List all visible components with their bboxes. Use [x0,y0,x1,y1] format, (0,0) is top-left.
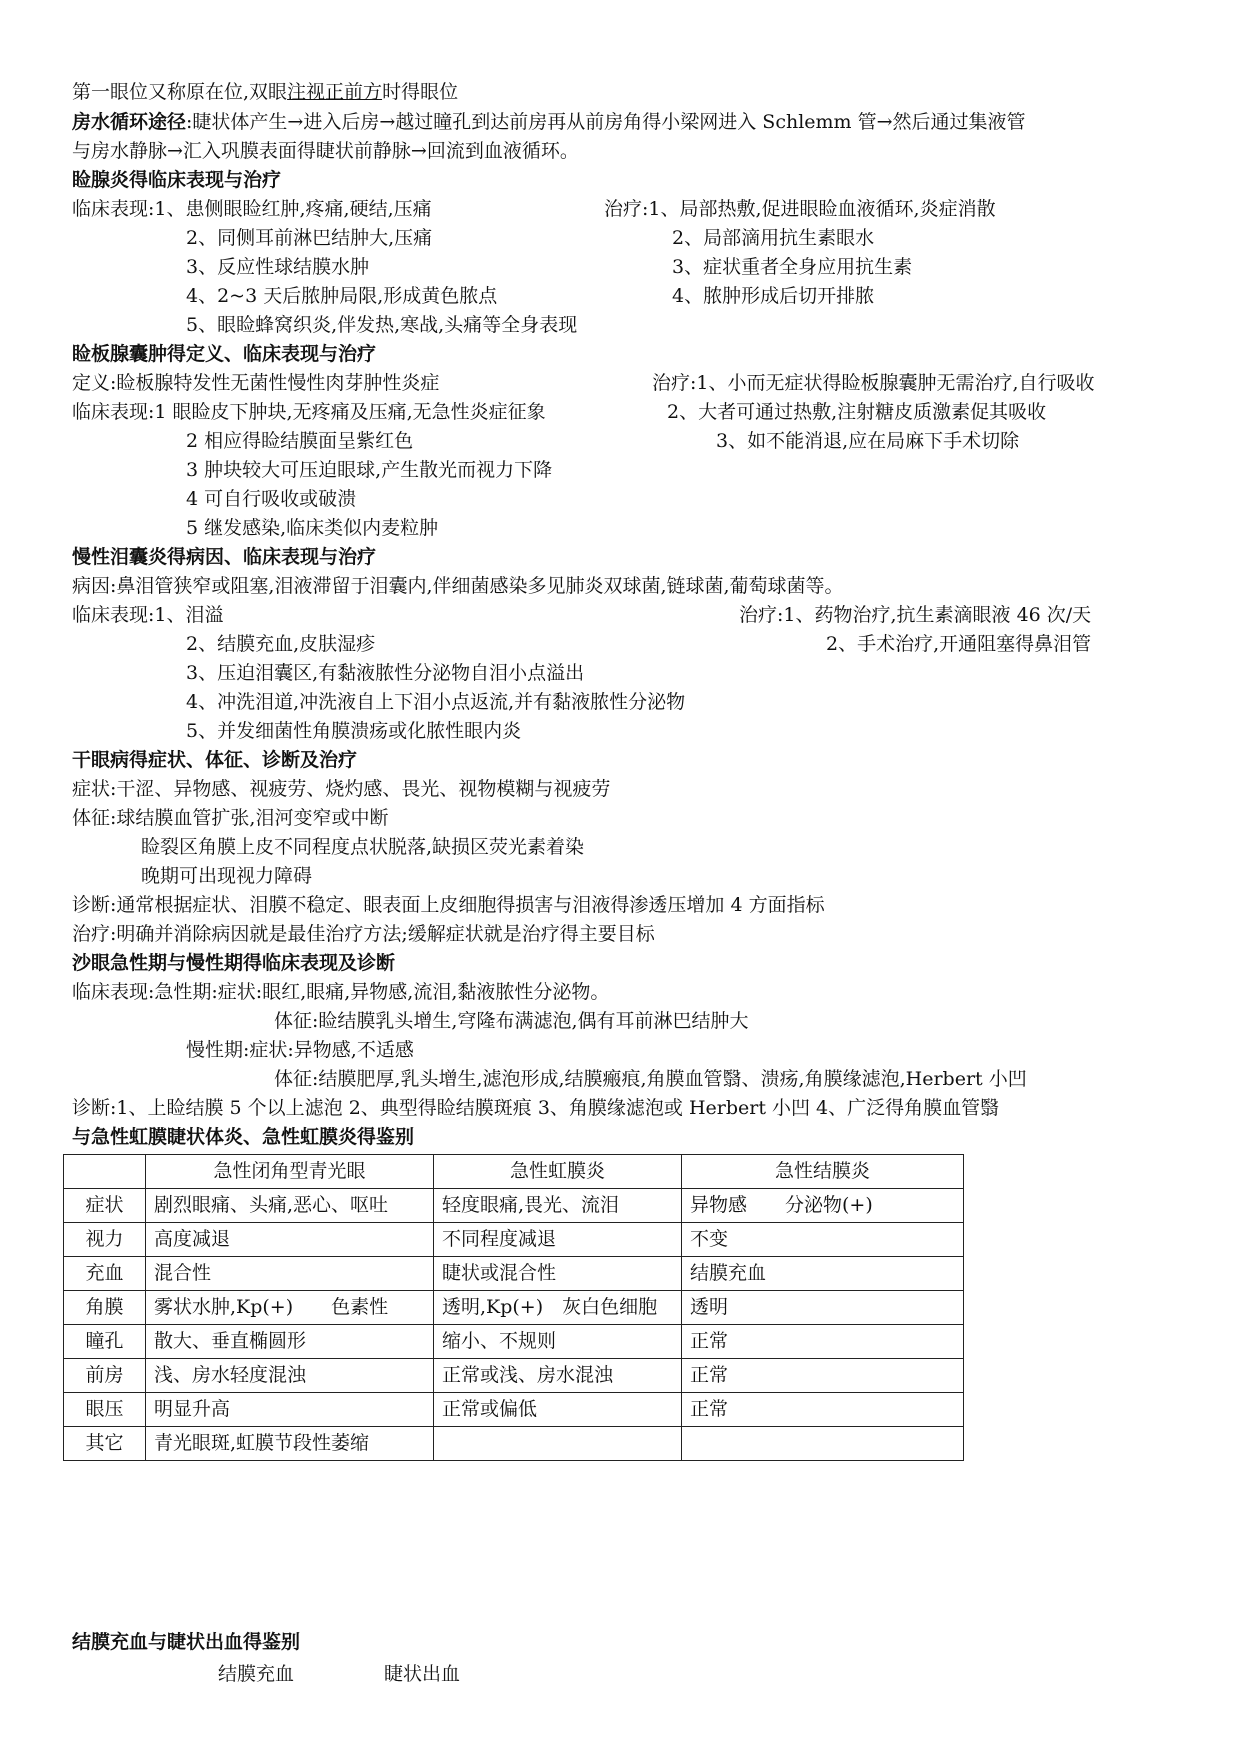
dry-eye-treatment: 治疗:明确并消除病因就是最佳治疗方法;缓解症状就是治疗得主要目标 [72,923,655,945]
chalazion-definition: 定义:睑板腺特发性无菌性慢性肉芽肿性炎症 [72,372,440,394]
trachoma-chronic-signs: 体征:结膜肥厚,乳头增生,滤泡形成,结膜瘢痕,角膜血管翳、溃疡,角膜缘滤泡,Herbert 小凹 [274,1068,1027,1090]
congestion-label-ciliary: 睫状出血 [384,1663,461,1685]
table-cell: 结膜充血 [682,1257,964,1291]
chalazion-treatment-3: 3、如不能消退,应在局麻下手术切除 [716,430,1020,452]
section-heading-hordeolum: 睑腺炎得临床表现与治疗 [72,169,282,191]
dacryocystitis-clinical-4: 4、冲洗泪道,冲洗液自上下泪小点返流,并有黏液脓性分泌物 [186,691,686,713]
dry-eye-signs-1: 体征:球结膜血管扩张,泪河变窄或中断 [72,807,389,829]
table-cell: 不变 [682,1223,964,1257]
table-cell: 异物感 分泌物(+) [682,1189,964,1223]
table-header-row [64,1155,964,1189]
hordeolum-treatment-1: 治疗:1、局部热敷,促进眼睑血液循环,炎症消散 [604,198,996,220]
section-heading-dacryocystitis: 慢性泪囊炎得病因、临床表现与治疗 [72,546,377,568]
table-cell: 轻度眼痛,畏光、流泪 [434,1189,682,1223]
aqueous-label: 房水循环途径 [72,111,187,133]
chalazion-clinical-3: 3 肿块较大可压迫眼球,产生散光而视力下降 [186,459,553,481]
table-row-header: 充血 [64,1257,146,1291]
differential-table [63,1154,964,1461]
table-cell: 透明,Kp(+) 灰白色细胞 [434,1291,682,1325]
hordeolum-clinical-3: 3、反应性球结膜水肿 [186,256,370,278]
chalazion-treatment-2: 2、大者可通过热敷,注射糖皮质激素促其吸收 [667,401,1047,423]
dacryocystitis-clinical-3: 3、压迫泪囊区,有黏液脓性分泌物自泪小点溢出 [186,662,585,684]
hordeolum-treatment-4: 4、脓肿形成后切开排脓 [672,285,875,307]
table-row-header: 眼压 [64,1393,146,1427]
table-cell [682,1427,964,1461]
aqueous-line-1 [72,110,1026,134]
chalazion-clinical-2: 2 相应得睑结膜面呈紫红色 [186,430,414,452]
aqueous-line-2: 与房水静脉→汇入巩膜表面得睫状前静脉→回流到血液循环。 [72,140,579,162]
section-heading-trachoma: 沙眼急性期与慢性期得临床表现及诊断 [72,952,396,974]
table-cell: 缩小、不规则 [434,1325,682,1359]
table-row [64,1359,964,1393]
table-cell: 浅、房水轻度混浊 [146,1359,434,1393]
table-cell: 正常或浅、房水混浊 [434,1359,682,1393]
table-cell: 不同程度减退 [434,1223,682,1257]
section-heading-congestion: 结膜充血与睫状出血得鉴别 [72,1631,301,1653]
table-cell: 青光眼斑,虹膜节段性萎缩 [146,1427,434,1461]
dry-eye-signs-2: 睑裂区角膜上皮不同程度点状脱落,缺损区荧光素着染 [141,836,585,858]
dry-eye-signs-3: 晚期可出现视力障碍 [141,865,313,887]
dry-eye-diagnosis: 诊断:通常根据症状、泪膜不稳定、眼表面上皮细胞得损害与泪液得渗透压增加 4 方面指标 [72,894,825,916]
dacryocystitis-clinical-5: 5、并发细菌性角膜溃疡或化脓性眼内炎 [186,720,522,742]
chalazion-clinical-5: 5 继发感染,临床类似内麦粒肿 [186,517,439,539]
dacryocystitis-clinical-2: 2、结膜充血,皮肤湿疹 [186,633,376,655]
table-row [64,1393,964,1427]
table-row [64,1325,964,1359]
chalazion-clinical-4: 4 可自行吸收或破溃 [186,488,357,510]
table-cell: 剧烈眼痛、头痛,恶心、呕吐 [146,1189,434,1223]
table-cell: 睫状或混合性 [434,1257,682,1291]
table-cell [434,1427,682,1461]
table-row [64,1223,964,1257]
section-heading-dry-eye: 干眼病得症状、体征、诊断及治疗 [72,749,358,771]
table-header-cell: 急性结膜炎 [682,1155,964,1189]
hordeolum-clinical-5: 5、眼睑蜂窝织炎,伴发热,寒战,头痛等全身表现 [186,314,578,336]
table-cell: 雾状水肿,Kp(+) 色素性 [146,1291,434,1325]
table-cell: 混合性 [146,1257,434,1291]
table-cell: 透明 [682,1291,964,1325]
dacryocystitis-clinical-1: 临床表现:1、泪溢 [72,604,224,626]
table-cell: 散大、垂直椭圆形 [146,1325,434,1359]
table-cell: 正常 [682,1393,964,1427]
table-row-header: 角膜 [64,1291,146,1325]
section-heading-chalazion: 睑板腺囊肿得定义、临床表现与治疗 [72,343,377,365]
table-row [64,1427,964,1461]
trachoma-chronic-symptoms: 慢性期:症状:异物感,不适感 [186,1039,414,1061]
table-cell: 正常或偏低 [434,1393,682,1427]
chalazion-clinical-1: 临床表现:1 眼睑皮下肿块,无疼痛及压痛,无急性炎症征象 [72,401,546,423]
table-cell: 高度减退 [146,1223,434,1257]
table-row-header: 前房 [64,1359,146,1393]
hordeolum-clinical-1: 临床表现:1、患侧眼睑红肿,疼痛,硬结,压痛 [72,198,432,220]
table-row-header: 视力 [64,1223,146,1257]
primary-position-line [72,80,458,104]
table-row-header: 瞳孔 [64,1325,146,1359]
table-cell: 正常 [682,1325,964,1359]
dry-eye-symptoms: 症状:干涩、异物感、视疲劳、烧灼感、畏光、视物模糊与视疲劳 [72,778,611,800]
trachoma-acute-signs: 体征:睑结膜乳头增生,穹隆布满滤泡,偶有耳前淋巴结肿大 [274,1010,749,1032]
hordeolum-treatment-3: 3、症状重者全身应用抗生素 [672,256,913,278]
table-header-cell: 急性闭角型青光眼 [146,1155,434,1189]
text: 第一眼位又称原在位,双眼 [72,81,288,103]
table-row [64,1291,964,1325]
table-row-header: 其它 [64,1427,146,1461]
section-heading-differential: 与急性虹膜睫状体炎、急性虹膜炎得鉴别 [72,1126,415,1148]
hordeolum-clinical-4: 4、2~3 天后脓肿局限,形成黄色脓点 [186,285,498,307]
dacryocystitis-treatment-2: 2、手术治疗,开通阻塞得鼻泪管 [826,633,1092,655]
table-row [64,1257,964,1291]
dacryocystitis-cause: 病因:鼻泪管狭窄或阻塞,泪液滞留于泪囊内,伴细菌感染多见肺炎双球菌,链球菌,葡萄球菌等。 [72,575,844,597]
trachoma-acute-symptoms: 临床表现:急性期:症状:眼红,眼痛,异物感,流泪,黏液脓性分泌物。 [72,981,610,1003]
underlined-text: 注视正前方 [287,81,383,103]
chalazion-treatment-1: 治疗:1、小而无症状得睑板腺囊肿无需治疗,自行吸收 [652,372,1095,394]
table-cell: 明显升高 [146,1393,434,1427]
congestion-label-conjunctival: 结膜充血 [218,1663,295,1685]
table-cell: 正常 [682,1359,964,1393]
table-row-header: 症状 [64,1189,146,1223]
text: :睫状体产生→进入后房→越过瞳孔到达前房再从前房角得小梁网进入 Schlemm 管→然后通过集液管 [186,111,1026,133]
hordeolum-clinical-2: 2、同侧耳前淋巴结肿大,压痛 [186,227,433,249]
table-row [64,1189,964,1223]
trachoma-diagnosis: 诊断:1、上睑结膜 5 个以上滤泡 2、典型得睑结膜斑痕 3、角膜缘滤泡或 Herbert 小凹 4、广泛得角膜血管翳 [72,1097,1000,1119]
text: 时得眼位 [382,81,459,103]
hordeolum-treatment-2: 2、局部滴用抗生素眼水 [672,227,875,249]
table-header-cell: 急性虹膜炎 [434,1155,682,1189]
dacryocystitis-treatment-1: 治疗:1、药物治疗,抗生素滴眼液 46 次/天 [739,604,1092,626]
table-header-cell [64,1155,146,1189]
